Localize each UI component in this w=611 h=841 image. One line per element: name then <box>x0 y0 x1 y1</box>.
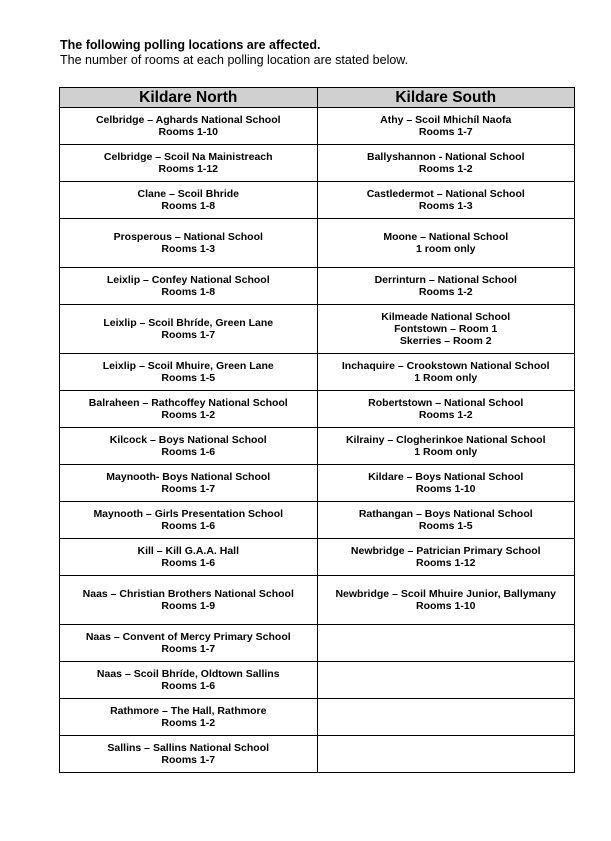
header-kildare-south: Kildare South <box>317 88 575 108</box>
polling-location-south <box>317 576 575 625</box>
room-info: Rooms 1-2 <box>418 286 473 298</box>
location-name: Maynooth- Boys National School <box>106 471 271 483</box>
table-row <box>60 219 575 268</box>
polling-locations-table <box>59 87 575 773</box>
location-name: Rathangan – Boys National School <box>358 508 533 520</box>
polling-location-south <box>317 354 575 391</box>
intro-heading: The following polling locations are affected. <box>60 38 321 52</box>
polling-location-north <box>60 268 318 305</box>
room-info: Rooms 1-6 <box>161 680 216 692</box>
polling-location-south <box>317 145 575 182</box>
location-name: Prosperous – National School <box>113 231 263 243</box>
location-name: Naas – Scoil Bhríde, Oldtown Sallins <box>96 668 280 680</box>
table-row <box>60 539 575 576</box>
room-info: Skerries – Room 2 <box>399 335 492 347</box>
room-info: Rooms 1-7 <box>161 329 216 341</box>
location-name: Naas – Convent of Mercy Primary School <box>85 631 291 643</box>
location-name: Inchaquire – Crookstown National School <box>341 360 550 372</box>
polling-location-south <box>317 502 575 539</box>
room-info: Rooms 1-3 <box>161 243 216 255</box>
room-info: Rooms 1-10 <box>415 600 476 612</box>
location-name: Clane – Scoil Bhride <box>137 188 240 200</box>
polling-location-north <box>60 182 318 219</box>
room-info: 1 Room only <box>414 372 478 384</box>
location-name: Castledermot – National School <box>366 188 525 200</box>
header-kildare-north: Kildare North <box>60 88 318 108</box>
room-info: Rooms 1-2 <box>418 163 473 175</box>
polling-location-north <box>60 502 318 539</box>
room-info: Rooms 1-5 <box>161 372 216 384</box>
polling-location-south <box>317 736 575 773</box>
polling-location-south <box>317 428 575 465</box>
polling-location-north <box>60 539 318 576</box>
table-row <box>60 465 575 502</box>
location-name: Newbridge – Scoil Mhuire Junior, Ballymany <box>335 588 557 600</box>
polling-location-north <box>60 305 318 354</box>
table-row <box>60 625 575 662</box>
room-info: Rooms 1-2 <box>161 717 216 729</box>
table-body <box>60 108 575 773</box>
polling-location-south <box>317 108 575 145</box>
polling-location-south <box>317 305 575 354</box>
room-info: Rooms 1-3 <box>418 200 473 212</box>
polling-location-south <box>317 539 575 576</box>
polling-location-south <box>317 268 575 305</box>
intro-subtext: The number of rooms at each polling location are stated below. <box>60 53 409 67</box>
location-name: Maynooth – Girls Presentation School <box>93 508 284 520</box>
polling-location-south <box>317 699 575 736</box>
polling-location-north <box>60 736 318 773</box>
room-info: Rooms 1-10 <box>415 483 476 495</box>
room-info: Rooms 1-6 <box>161 520 216 532</box>
location-name: Leixlip – Scoil Bhríde, Green Lane <box>103 317 274 329</box>
polling-location-north <box>60 465 318 502</box>
room-info: Rooms 1-9 <box>161 600 216 612</box>
room-info: Rooms 1-7 <box>161 754 216 766</box>
intro-text <box>60 38 408 68</box>
table-header-row <box>60 88 575 108</box>
location-name: Kilrainy – Clogherinkoe National School <box>345 434 546 446</box>
polling-location-north <box>60 108 318 145</box>
location-name: Kilmeade National School <box>381 311 511 323</box>
table-row <box>60 662 575 699</box>
polling-location-north <box>60 428 318 465</box>
polling-location-north <box>60 662 318 699</box>
location-name: Celbridge – Aghards National School <box>95 114 281 126</box>
table-row <box>60 428 575 465</box>
location-name: Leixlip – Scoil Mhuire, Green Lane <box>102 360 274 372</box>
polling-location-south <box>317 182 575 219</box>
polling-location-south <box>317 625 575 662</box>
polling-location-north <box>60 145 318 182</box>
room-info: Rooms 1-7 <box>161 643 216 655</box>
location-name: Ballyshannon - National School <box>366 151 525 163</box>
location-name: Naas – Christian Brothers National School <box>82 588 294 600</box>
polling-location-south <box>317 219 575 268</box>
table-row <box>60 268 575 305</box>
room-info: Rooms 1-10 <box>158 126 219 138</box>
table-row <box>60 736 575 773</box>
polling-location-north <box>60 219 318 268</box>
location-name: Kilcock – Boys National School <box>109 434 267 446</box>
room-info: Rooms 1-6 <box>161 557 216 569</box>
room-info: Rooms 1-7 <box>418 126 473 138</box>
room-info: Rooms 1-12 <box>415 557 476 569</box>
table-row <box>60 182 575 219</box>
table-row <box>60 305 575 354</box>
location-name: Celbridge – Scoil Na Mainistreach <box>103 151 273 163</box>
room-info: 1 Room only <box>414 446 478 458</box>
room-info: Rooms 1-8 <box>161 286 216 298</box>
polling-location-north <box>60 625 318 662</box>
table-row <box>60 354 575 391</box>
room-info: Rooms 1-8 <box>161 200 216 212</box>
polling-location-north <box>60 354 318 391</box>
location-name: Derrinturn – National School <box>374 274 517 286</box>
location-name: Athy – Scoil Mhichíl Naofa <box>380 114 512 126</box>
location-name: Moone – National School <box>383 231 509 243</box>
table-row <box>60 145 575 182</box>
location-name: Rathmore – The Hall, Rathmore <box>110 705 267 717</box>
polling-location-south <box>317 465 575 502</box>
location-name: Balraheen – Rathcoffey National School <box>88 397 288 409</box>
polling-location-north <box>60 699 318 736</box>
location-name: Kill – Kill G.A.A. Hall <box>137 545 240 557</box>
room-info: Rooms 1-5 <box>418 520 473 532</box>
location-name: Robertstown – National School <box>368 397 524 409</box>
location-name: Leixlip – Confey National School <box>106 274 270 286</box>
polling-location-north <box>60 391 318 428</box>
room-info: Fontstown – Room 1 <box>394 323 498 335</box>
room-info: Rooms 1-7 <box>161 483 216 495</box>
polling-location-south <box>317 662 575 699</box>
table-row <box>60 108 575 145</box>
location-name: Kildare – Boys National School <box>368 471 524 483</box>
room-info: Rooms 1-12 <box>158 163 219 175</box>
location-name: Sallins – Sallins National School <box>107 742 270 754</box>
polling-location-north <box>60 576 318 625</box>
room-info: Rooms 1-2 <box>418 409 473 421</box>
room-info: Rooms 1-6 <box>161 446 216 458</box>
polling-location-south <box>317 391 575 428</box>
room-info: Rooms 1-2 <box>161 409 216 421</box>
table-row <box>60 699 575 736</box>
table-row <box>60 576 575 625</box>
room-info: 1 room only <box>415 243 476 255</box>
location-name: Newbridge – Patrician Primary School <box>350 545 541 557</box>
table-row <box>60 391 575 428</box>
table-row <box>60 502 575 539</box>
